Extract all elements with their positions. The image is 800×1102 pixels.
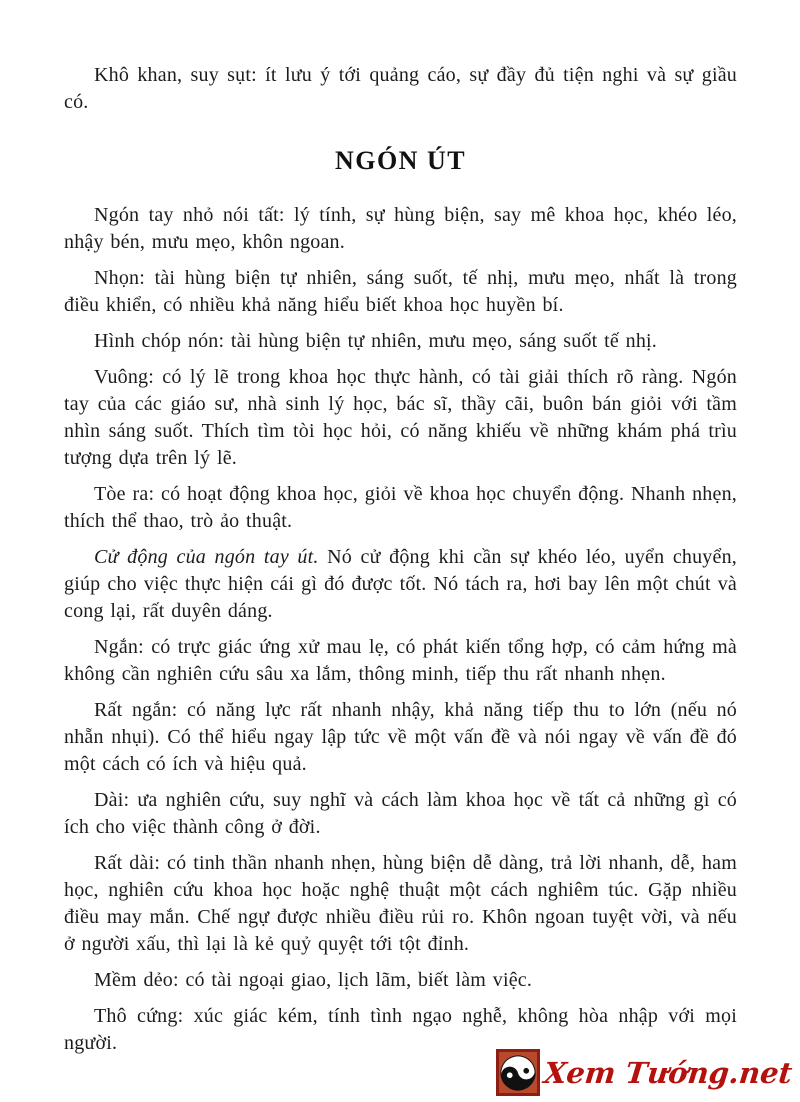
paragraph-text: Hình chóp nón: tài hùng biện tự nhiên, mưu mẹo, sáng suốt tế nhị. [94, 330, 658, 352]
paragraph [64, 265, 737, 319]
paragraph [64, 481, 737, 535]
paragraph [64, 634, 737, 688]
paragraph-text: Tòe ra: có hoạt động khoa học, giỏi về khoa học chuyển động. Nhanh nhẹn, thích thể thao, trò ảo thuật. [64, 483, 737, 532]
paragraph [64, 364, 737, 472]
paragraph-text: Vuông: có lý lẽ trong khoa học thực hành, có tài giải thích rõ ràng. Ngón tay của các giáo sư, nhà sinh lý học, bác sĩ, thầy cãi, buôn bán giỏi với tầm nhìn sáng suốt. Thích tìm tòi học hỏi, có năng khiếu về những khám phá trìu tượng dựa trên lý lẽ. [64, 366, 737, 469]
page-title: NGÓN ÚT [334, 146, 467, 175]
intro-paragraph [64, 62, 737, 116]
yin-yang-icon [496, 1049, 540, 1096]
paragraph-text: Rất ngắn: có năng lực rất nhanh nhậy, khả năng tiếp thu to lớn (nếu nó nhẵn nhụi). Có thể hiểu ngay lập tức về một vấn đề và nói ngay về vấn đề đó một cách có ích và hiệu quả. [64, 699, 737, 775]
paragraph-text: Nó cử động khi cần sự khéo léo, uyển chuyển, giúp cho việc thực hiện cái gì đó được tốt. Nó tách ra, hơi bay lên một chút và cong lại, rất duyên dáng. [64, 546, 737, 622]
paragraph [64, 850, 737, 958]
paragraph [64, 202, 737, 256]
paragraph-text: Mềm dẻo: có tài ngoại giao, lịch lãm, biết làm việc. [94, 969, 533, 991]
paragraph [64, 697, 737, 778]
paragraph-lead: Cử động của ngón tay út. [94, 546, 319, 568]
paragraph-text: Dài: ưa nghiên cứu, suy nghĩ và cách làm khoa học về tất cả những gì có ích cho việc thành công ở đời. [64, 789, 737, 838]
paragraph [64, 967, 737, 994]
paragraph [64, 328, 737, 355]
paragraph-text: Rất dài: có tinh thần nhanh nhẹn, hùng biện dễ dàng, trả lời nhanh, dễ, ham học, nghiên cứu khoa học hoặc nghệ thuật một cách nghiêm túc. Gặp nhiều điều may mắn. Chế ngự được nhiều điều rủi ro. Khôn ngoan tuyệt vời, và nếu ở người xấu, thì lại là kẻ quỷ quyệt tới tột đỉnh. [64, 852, 737, 955]
watermark-site-name: Xem Tướng.net [542, 1055, 794, 1090]
paragraph-text: Thô cứng: xúc giác kém, tính tình ngạo nghễ, không hòa nhập với mọi người. [64, 1005, 737, 1054]
page-body [64, 62, 737, 1057]
paragraph [64, 544, 737, 625]
paragraph-text: Nhọn: tài hùng biện tự nhiên, sáng suốt, tế nhị, mưu mẹo, nhất là trong điều khiển, có nhiều khả năng hiểu biết khoa học huyền bí. [64, 267, 737, 316]
paragraph-text: Ngắn: có trực giác ứng xử mau lẹ, có phát kiến tổng hợp, có cảm hứng mà không cần nghiên cứu sâu xa lắm, thông minh, tiếp thu rất nhanh nhẹn. [64, 636, 737, 685]
paragraph [64, 787, 737, 841]
paragraph-text: Ngón tay nhỏ nói tất: lý tính, sự hùng biện, say mê khoa học, khéo léo, nhậy bén, mưu mẹo, khôn ngoan. [64, 204, 737, 253]
site-watermark [496, 1049, 792, 1096]
intro-paragraph-text: Khô khan, suy sụt: ít lưu ý tới quảng cáo, sự đầy đủ tiện nghi và sự giầu có. [64, 64, 737, 113]
